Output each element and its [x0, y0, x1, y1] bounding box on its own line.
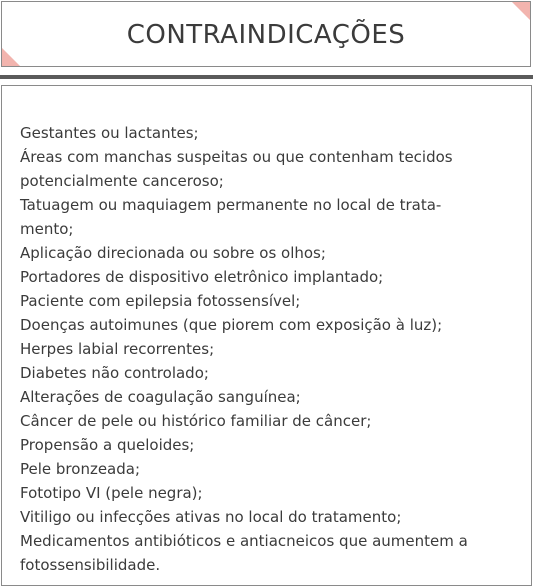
item-line: Aplicação direcionada ou sobre os olhos; — [20, 244, 326, 262]
list-item — [20, 385, 516, 409]
item-line: Herpes labial recorrentes; — [20, 340, 215, 358]
item-line: Alterações de coagulação sanguínea; — [20, 388, 301, 406]
list-item — [20, 193, 516, 241]
item-line: Paciente com epilepsia fotossensível; — [20, 292, 301, 310]
divider — [0, 75, 533, 79]
item-line: Diabetes não controlado; — [20, 364, 209, 382]
corner-triangle-decoration — [512, 2, 530, 20]
item-line: potencialmente canceroso; — [20, 172, 224, 190]
list-item — [20, 121, 516, 145]
item-line: mento; — [20, 220, 74, 238]
item-line: Áreas com manchas suspeitas ou que contenham tecidos — [20, 148, 453, 166]
item-line: fotossensibilidade. — [20, 556, 161, 574]
list-item — [20, 361, 516, 385]
item-line: Medicamentos antibióticos e antiacneicos que aumentem a — [20, 532, 468, 550]
list-item — [20, 145, 516, 193]
item-line: Doenças autoimunes (que piorem com exposição à luz); — [20, 316, 443, 334]
item-line: Vitiligo ou infecções ativas no local do tratamento; — [20, 508, 402, 526]
header-box — [1, 1, 531, 67]
list-item — [20, 433, 516, 457]
contraindications-list — [20, 121, 516, 577]
item-line: Tatuagem ou maquiagem permanente no local de trata- — [20, 196, 442, 214]
item-line: Câncer de pele ou histórico familiar de câncer; — [20, 412, 372, 430]
list-item — [20, 409, 516, 433]
list-item — [20, 481, 516, 505]
list-item — [20, 241, 516, 265]
list-item — [20, 505, 516, 529]
list-item — [20, 265, 516, 289]
item-line: Gestantes ou lactantes; — [20, 124, 199, 142]
list-item — [20, 289, 516, 313]
list-item — [20, 337, 516, 361]
list-item — [20, 529, 516, 577]
item-line: Propensão a queloides; — [20, 436, 195, 454]
contraindications-box — [1, 85, 532, 586]
list-item — [20, 313, 516, 337]
page-title: CONTRAINDICAÇÕES — [126, 20, 406, 50]
item-line: Pele bronzeada; — [20, 460, 141, 478]
item-line: Fototipo VI (pele negra); — [20, 484, 203, 502]
list-item — [20, 457, 516, 481]
item-line: Portadores de dispositivo eletrônico implantado; — [20, 268, 384, 286]
